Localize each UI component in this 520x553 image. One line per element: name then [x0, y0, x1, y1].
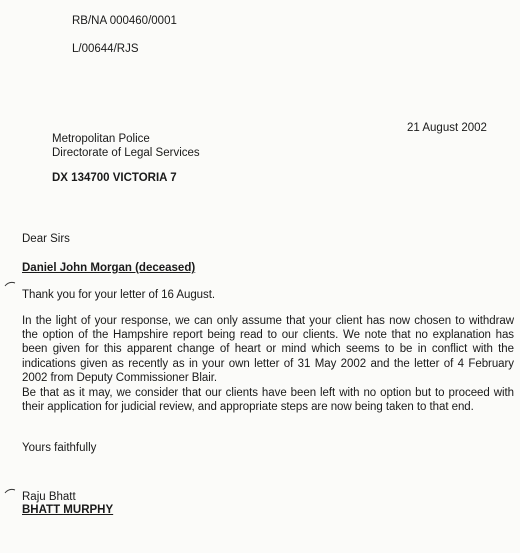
- margin-tick-mark: [4, 487, 16, 495]
- body-paragraph: Be that as it may, we consider that our clients have been left with no option but to proceed with their application for judicial review, and appropriate steps are now being taken to that end.: [22, 387, 514, 414]
- body-paragraph: In the light of your response, we can only assume that your client has now chosen to withdraw the option of the Hampshire report being read to our clients. We note that no explanation has been given for this apparent change of heart or mind which seems to be in conflict with the indications given as recently as in your own letter of 31 May 2002 and the letter of 4 February 2002 from Deputy Commissioner Blair.: [22, 315, 514, 384]
- recipient-dx: DX 134700 VICTORIA 7: [52, 172, 177, 184]
- signatory-name: Raju Bhatt: [22, 491, 76, 503]
- letter-date: 21 August 2002: [407, 122, 487, 134]
- complimentary-close: Yours faithfully: [22, 442, 97, 454]
- your-reference: L/00644/RJS: [72, 43, 139, 55]
- our-reference: RB/NA 000460/0001: [72, 15, 177, 27]
- recipient-name: Metropolitan Police: [52, 133, 150, 145]
- salutation: Dear Sirs: [22, 233, 70, 245]
- body-paragraph: Thank you for your letter of 16 August.: [22, 289, 216, 301]
- margin-tick-mark: [4, 280, 16, 288]
- recipient-department: Directorate of Legal Services: [52, 147, 200, 159]
- firm-name: BHATT MURPHY: [22, 504, 114, 516]
- subject-line: Daniel John Morgan (deceased): [22, 262, 196, 274]
